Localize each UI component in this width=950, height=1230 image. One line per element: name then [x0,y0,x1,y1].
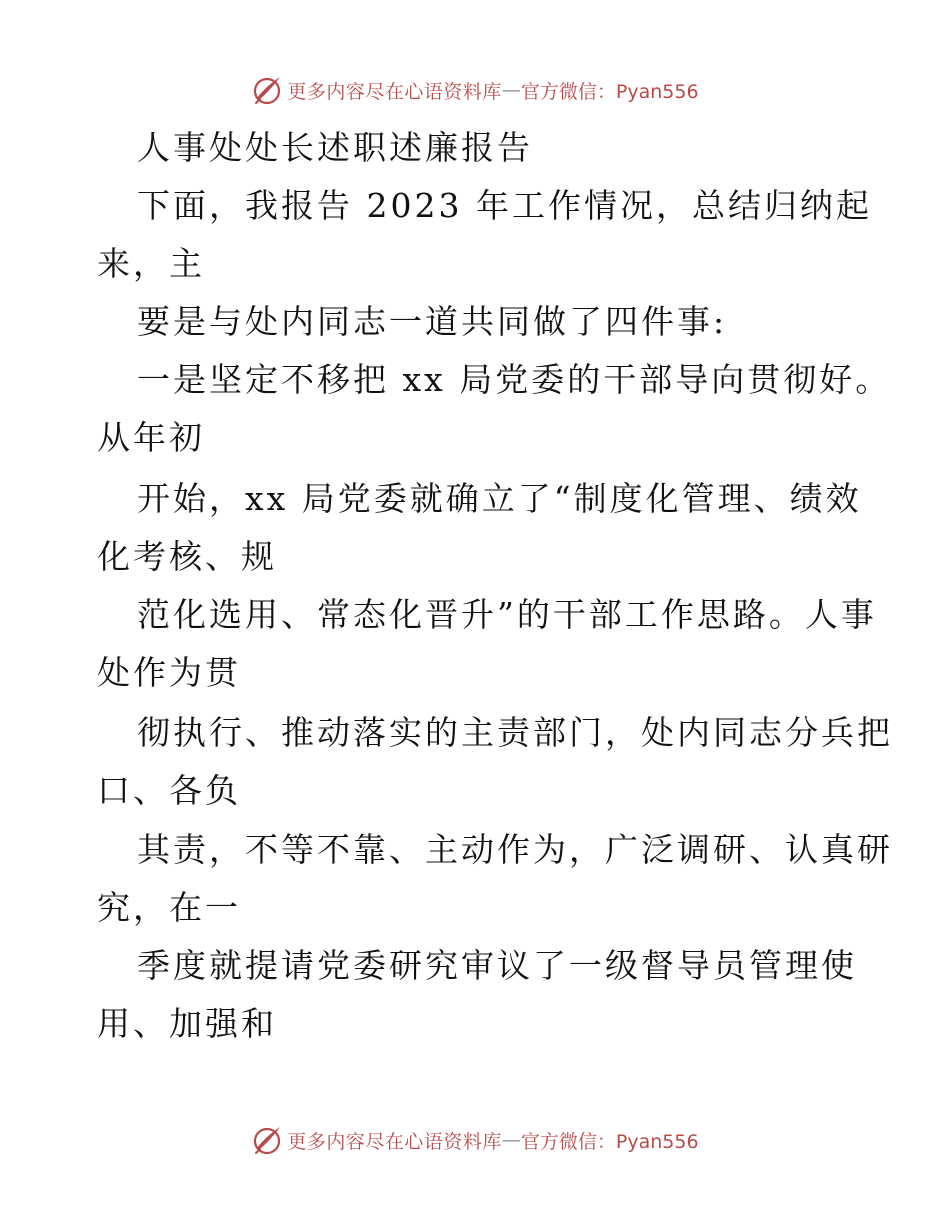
document-title: 人事处处长述职述廉报告 [137,128,533,167]
paragraph-line: 彻执行、推动落实的主责部门，处内同志分兵把 [137,713,893,752]
paragraph-line: 处作为贯 [97,653,241,692]
paragraph-line: 下面，我报告 2023 年工作情况，总结归纳起 [137,186,872,225]
banner-site-text: 更多内容尽在心语资料库 [287,80,502,103]
header-banner [0,70,950,110]
banner-separator: — [501,79,521,101]
paragraph-line: 口、各负 [97,771,241,810]
paragraph-line: 来，主 [97,244,205,283]
quill-pen-logo-icon [251,74,283,106]
paragraph-line: 开始，xx 局党委就确立了“制度化管理、绩效 [137,479,862,518]
paragraph-line: 化考核、规 [97,537,277,576]
paragraph-line: 究，在一 [97,888,241,927]
paragraph-line: 一是坚定不移把 xx 局党委的干部导向贯彻好。 [137,360,892,399]
paragraph-line: 从年初 [97,418,205,457]
banner-site-text: 更多内容尽在心语资料库 [287,1130,502,1153]
footer-banner [0,1120,950,1160]
paragraph-line: 季度就提请党委研究审议了一级督导员管理使 [137,946,857,985]
banner-separator: — [501,1129,521,1151]
paragraph-line: 要是与处内同志一道共同做了四件事: [137,302,728,341]
quill-pen-logo-icon [251,1124,283,1156]
paragraph-line: 用、加强和 [97,1004,277,1043]
paragraph-line: 其责，不等不靠、主动作为，广泛调研、认真研 [137,830,893,869]
banner-wechat-text: 官方微信：Pyan556 [520,80,699,103]
banner-wechat-text: 官方微信：Pyan556 [520,1130,699,1153]
paragraph-line: 范化选用、常态化晋升”的干部工作思路。人事 [137,595,877,634]
